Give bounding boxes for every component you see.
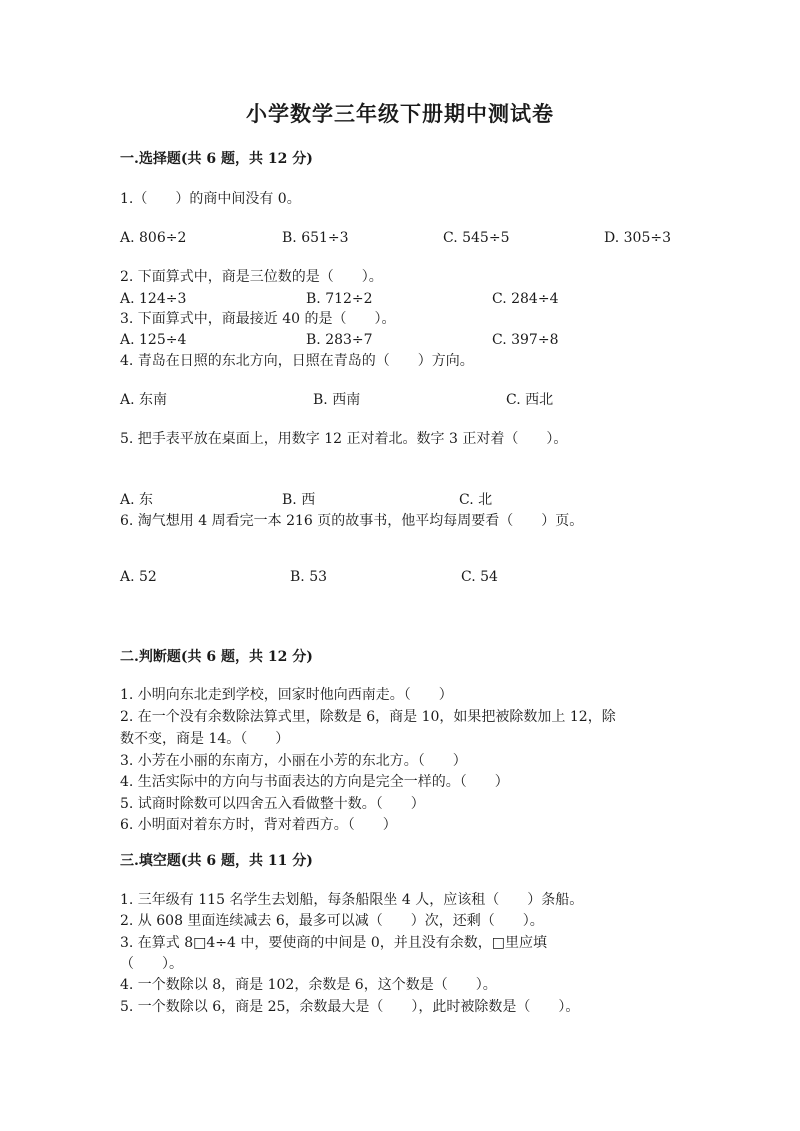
question-item: 6. 小明面对着东方时，背对着西方。（ ） (120, 817, 397, 833)
question-item: 3. 在算式 8□4÷4 中，要使商的中间是 0，并且没有余数，□里应填 (120, 935, 547, 951)
option-c: C. 284÷4 (492, 291, 559, 307)
question-item: 1. 三年级有 115 名学生去划船，每条船限坐 4 人，应该租（ ）条船。 (120, 892, 584, 908)
option-a: A. 125÷4 (120, 332, 187, 348)
section-heading-fill-blank: 三.填空题(共 6 题，共 11 分) (120, 853, 313, 869)
question-item: 5. 试商时除数可以四舍五入看做整十数。（ ） (120, 796, 425, 812)
option-a: A. 东南 (120, 392, 168, 408)
option-b: B. 西 (282, 492, 316, 508)
option-a: A. 806÷2 (120, 230, 187, 246)
question-stem: 1.（ ）的商中间没有 0。 (120, 191, 301, 207)
question-stem: 6. 淘气想用 4 周看完一本 216 页的故事书，他平均每周要看（ ）页。 (120, 513, 584, 529)
question-item: 2. 从 608 里面连续减去 6，最多可以减（ ）次，还剩（ ）。 (120, 913, 544, 929)
option-c: C. 397÷8 (492, 332, 559, 348)
option-b: B. 53 (290, 569, 328, 585)
question-item: 4. 一个数除以 8，商是 102，余数是 6，这个数是（ ）。 (120, 977, 497, 993)
option-c: C. 北 (459, 492, 493, 508)
option-a: A. 124÷3 (120, 291, 187, 307)
question-item: 3. 小芳在小丽的东南方，小丽在小芳的东北方。（ ） (120, 753, 467, 769)
option-a: A. 东 (120, 492, 154, 508)
question-item: 4. 生活实际中的方向与书面表达的方向是完全一样的。（ ） (120, 774, 509, 790)
question-item: 1. 小明向东北走到学校，回家时他向西南走。（ ） (120, 687, 453, 703)
option-c: C. 西北 (506, 392, 554, 408)
option-b: B. 西南 (313, 392, 361, 408)
question-item: 5. 一个数除以 6，商是 25，余数最大是（ ），此时被除数是（ ）。 (120, 999, 580, 1015)
option-c: C. 545÷5 (443, 230, 510, 246)
question-item: 数不变，商是 14。（ ） (120, 731, 290, 747)
question-stem: 3. 下面算式中，商最接近 40 的是（ ）。 (120, 311, 396, 327)
section-heading-judgement: 二.判断题(共 6 题，共 12 分) (120, 649, 313, 665)
question-item: （ ）。 (120, 956, 183, 972)
section-heading-choice: 一.选择题(共 6 题，共 12 分) (120, 151, 313, 167)
question-stem: 2. 下面算式中，商是三位数的是（ ）。 (120, 269, 383, 285)
option-b: B. 712÷2 (306, 291, 373, 307)
option-c: C. 54 (461, 569, 498, 585)
option-b: B. 651÷3 (282, 230, 349, 246)
question-item: 2. 在一个没有余数除法算式里，除数是 6，商是 10，如果把被除数加上 12，除 (120, 709, 616, 725)
page-title: 小学数学三年级下册期中测试卷 (246, 101, 554, 126)
option-a: A. 52 (120, 569, 157, 585)
option-b: B. 283÷7 (306, 332, 373, 348)
option-d: D. 305÷3 (604, 230, 671, 246)
question-stem: 4. 青岛在日照的东北方向，日照在青岛的（ ）方向。 (120, 353, 474, 369)
question-stem: 5. 把手表平放在桌面上，用数字 12 正对着北。数字 3 正对着（ ）。 (120, 431, 568, 447)
